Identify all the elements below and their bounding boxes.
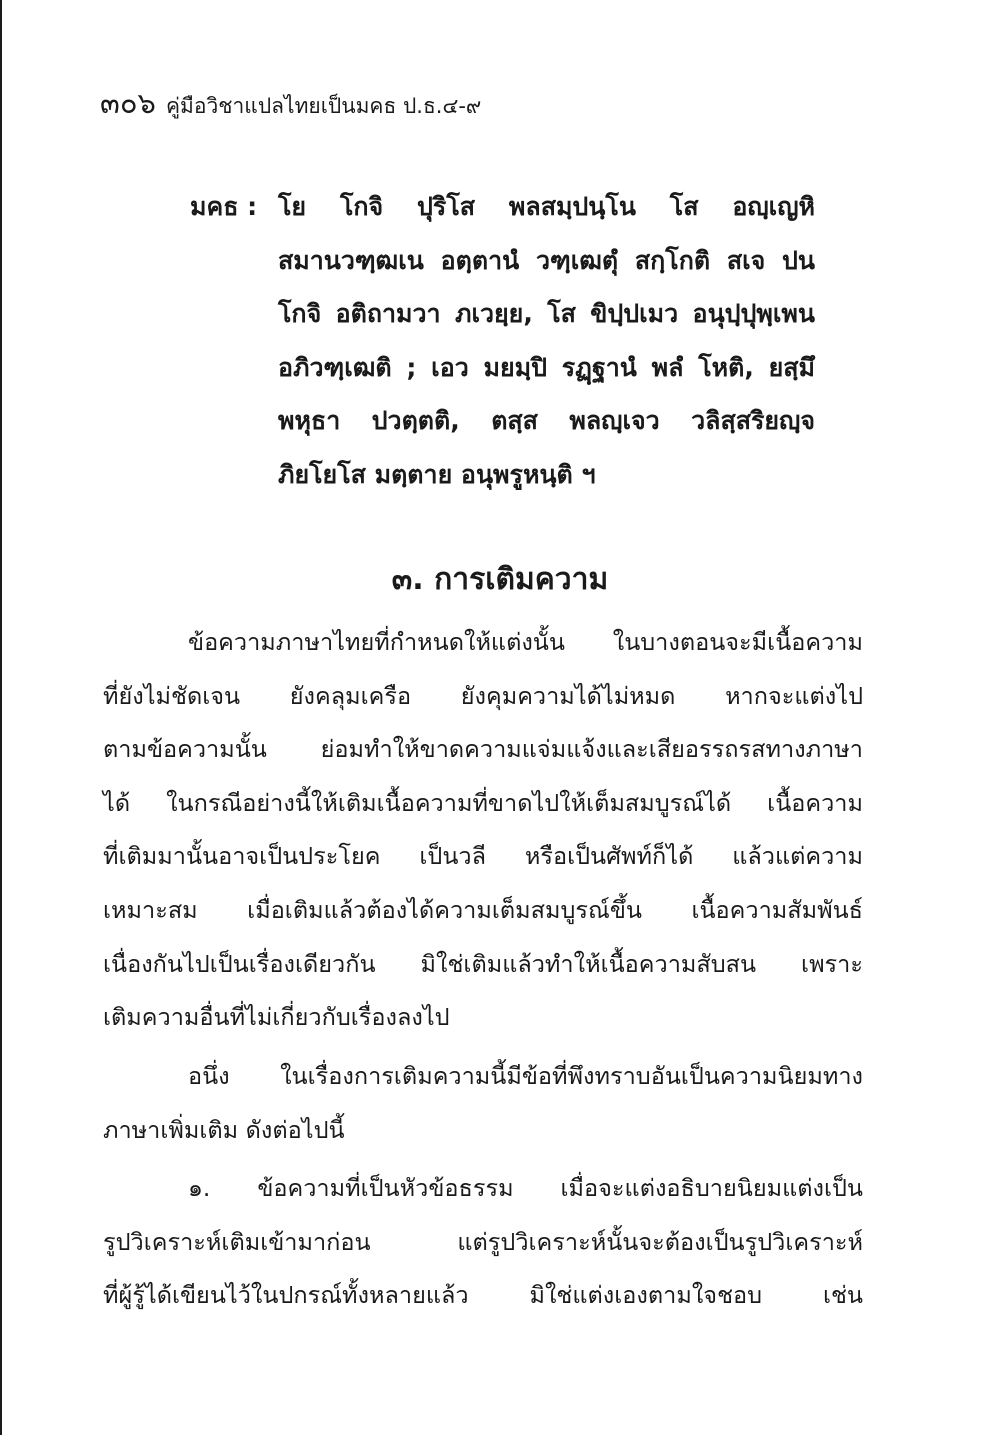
page-number: ๓๐๖ — [100, 86, 156, 120]
pali-line: พหุธา ปวตฺตติ, ตสฺส พลญฺเจว วลิสฺสริยญฺจ — [278, 406, 815, 436]
paragraph-1 — [103, 616, 863, 1045]
paragraph-3 — [103, 1162, 863, 1323]
paragraph-line: ๑. ข้อความที่เป็นหัวข้อธรรม เมื่อจะแต่งอธิบายนิยมแต่งเป็น — [188, 1174, 863, 1202]
pali-line: ภิยโยโส มตฺตาย อนุพรูหนฺติ ฯ — [278, 459, 596, 489]
paragraph-2 — [103, 1050, 863, 1157]
pali-line: สมานวฑฺฒเน อตฺตานํ วฑฺเฒตุํ สกฺโกติ สเจ ปน — [278, 245, 815, 275]
paragraph-line: ที่ผู้รู้ได้เขียนไว้ในปกรณ์ทั้งหลายแล้ว มิใช่แต่งเองตามใจชอบ เช่น — [103, 1281, 863, 1310]
paragraph-line: เติมความอื่นที่ไม่เกี่ยวกับเรื่องลงไป — [103, 1003, 450, 1032]
pali-label: มคธ : — [190, 192, 258, 221]
paragraph-line: ข้อความภาษาไทยที่กำหนดให้แต่งนั้น ในบางตอนจะมีเนื้อความ — [188, 628, 863, 656]
book-title: คู่มือวิชาแปลไทยเป็นมคธ ป.ธ.๔-๙ — [165, 94, 482, 118]
paragraph-line: เนื่องกันไปเป็นเรื่องเดียวกัน มิใช่เติมแล้วทำให้เนื้อความสับสน เพราะ — [103, 949, 863, 978]
paragraph-line: ที่ยังไม่ชัดเจน ยังคลุมเครือ ยังคุมความได้ไม่หมด หากจะแต่งไป — [103, 681, 863, 710]
pali-line: อภิวฑฺเฒติ ; เอว มยมฺปิ รฏฺฐานํ พลํ โหติ, ยสฺมึ — [278, 352, 815, 382]
pali-translation-block — [190, 180, 815, 502]
running-head — [100, 80, 481, 126]
pali-line: โกจิ อติถามวา ภเวยฺย, โส ขิปฺปเมว อนุปฺปุพฺเพน — [278, 299, 815, 329]
paragraph-line: ภาษาเพิ่มเติม ดังต่อไปนี้ — [103, 1115, 345, 1144]
section-heading: ๓. การเติมความ — [391, 562, 609, 597]
paragraph-line: ที่เติมมานั้นอาจเป็นประโยค เป็นวลี หรือเป็นศัพท์ก็ได้ แล้วแต่ความ — [103, 842, 863, 871]
paragraph-line: ได้ ในกรณีอย่างนี้ให้เติมเนื้อความที่ขาดไปให้เต็มสมบูรณ์ได้ เนื้อความ — [103, 788, 863, 817]
paragraph-line: ตามข้อความนั้น ย่อมทำให้ขาดความแจ่มแจ้งและเสียอรรถรสทางภาษา — [103, 735, 863, 764]
paragraph-line: เหมาะสม เมื่อเติมแล้วต้องได้ความเต็มสมบูรณ์ขึ้น เนื้อความสัมพันธ์ — [103, 895, 863, 924]
paragraph-line: รูปวิเคราะห์เติมเข้ามาก่อน แต่รูปวิเคราะห์นั้นจะต้องเป็นรูปวิเคราะห์ — [103, 1227, 863, 1256]
pali-line: โย โกจิ ปุริโส พลสมฺปนฺโน โส อญฺเญหิ — [278, 192, 815, 221]
paragraph-line: อนึ่ง ในเรื่องการเติมความนี้มีข้อที่พึงทราบอันเป็นความนิยมทาง — [188, 1062, 863, 1090]
